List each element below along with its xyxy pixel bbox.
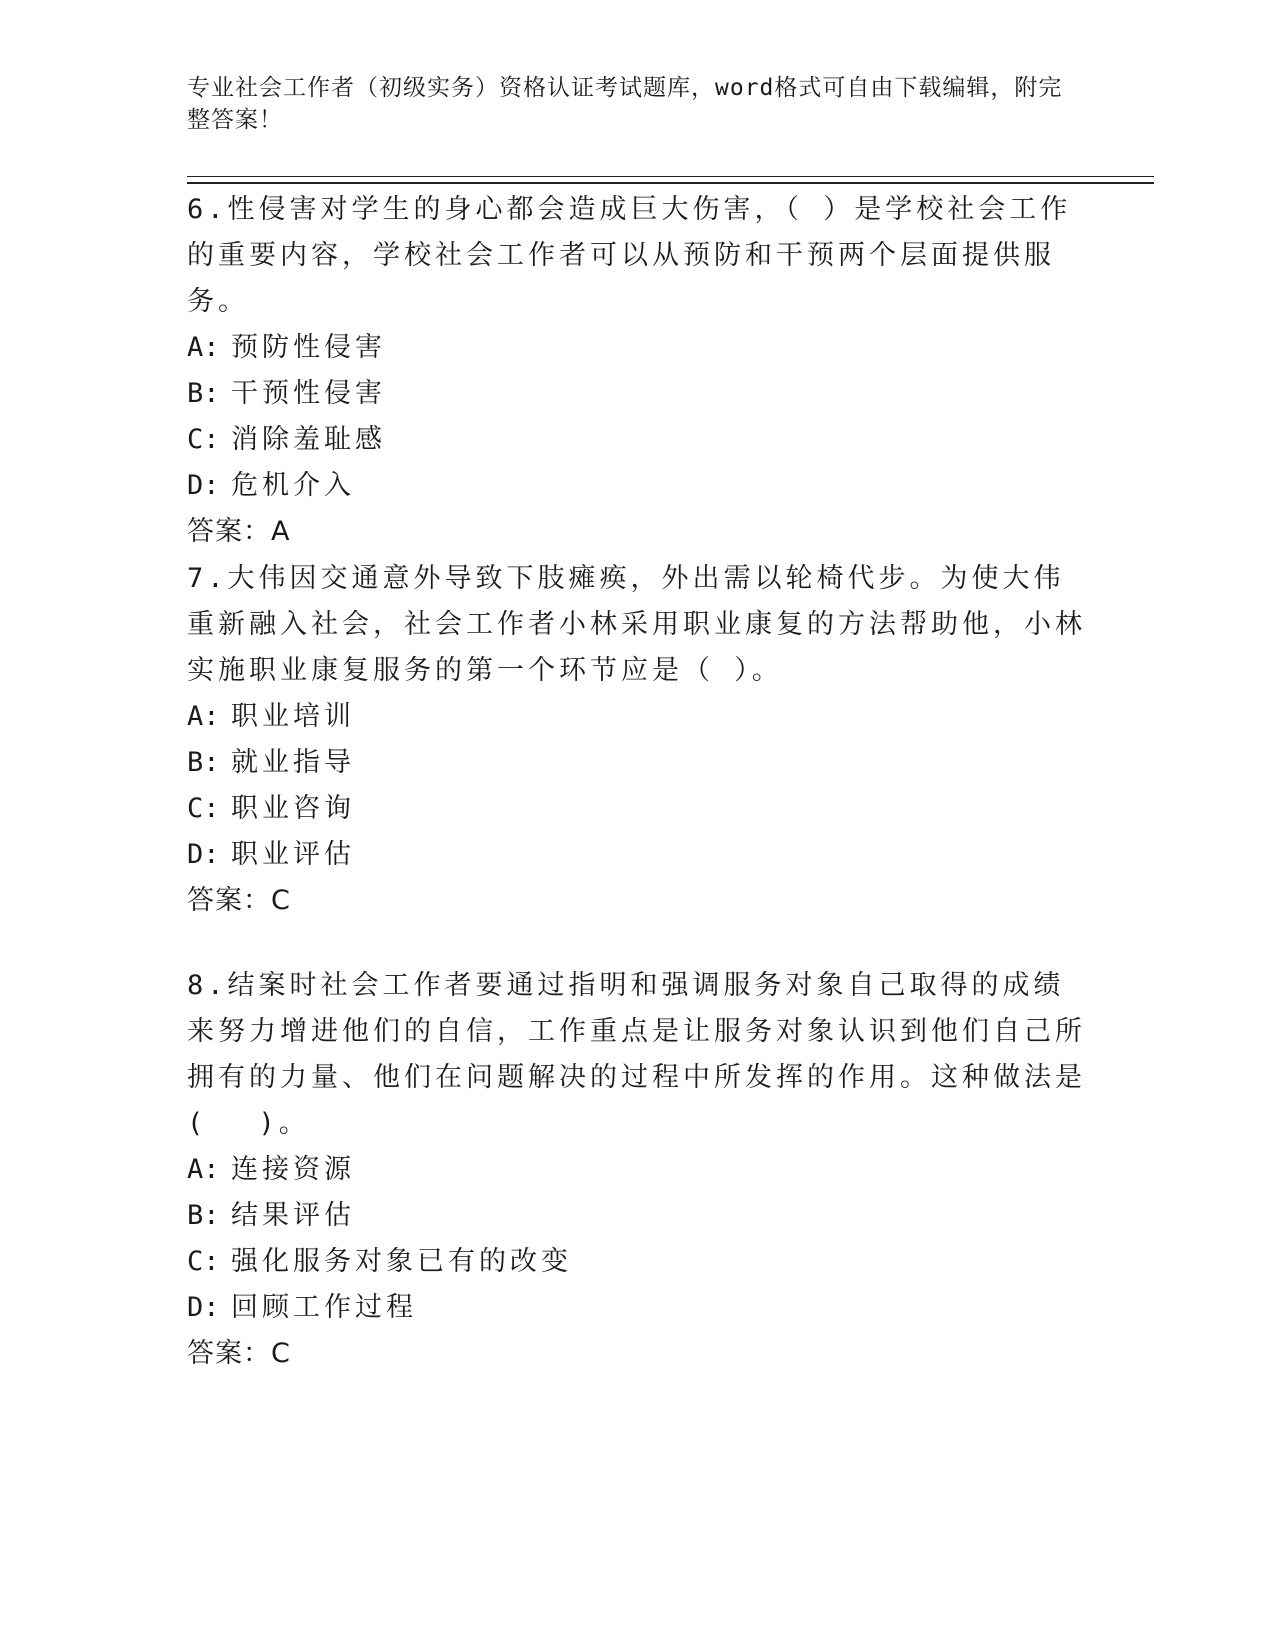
header-divider-thin bbox=[187, 176, 1154, 177]
option-letter: D: bbox=[187, 1292, 220, 1323]
option-text: 连接资源 bbox=[231, 1154, 355, 1185]
option-c bbox=[187, 417, 1087, 463]
header-text: 专业社会工作者（初级实务）资格认证考试题库，word格式可自由下载编辑，附完整答案！ bbox=[187, 75, 1063, 133]
option-letter: D: bbox=[187, 839, 220, 870]
option-text: 干预性侵害 bbox=[231, 378, 386, 409]
option-c bbox=[187, 1239, 1087, 1285]
option-list bbox=[187, 694, 1087, 878]
option-letter: C: bbox=[187, 1246, 220, 1277]
option-letter: C: bbox=[187, 424, 220, 455]
option-a bbox=[187, 694, 1087, 740]
header-divider-thick bbox=[187, 182, 1154, 184]
question-7 bbox=[187, 556, 1087, 924]
option-text: 回顾工作过程 bbox=[231, 1292, 417, 1323]
option-b bbox=[187, 740, 1087, 786]
option-b bbox=[187, 1193, 1087, 1239]
question-6 bbox=[187, 187, 1087, 555]
option-d bbox=[187, 463, 1087, 509]
option-letter: D: bbox=[187, 470, 220, 501]
option-text: 结果评估 bbox=[231, 1200, 355, 1231]
option-d bbox=[187, 832, 1087, 878]
option-letter: C: bbox=[187, 793, 220, 824]
question-stem: 6.性侵害对学生的身心都会造成巨大伤害，（ ）是学校社会工作的重要内容，学校社会工作者可以从预防和干预两个层面提供服务。 bbox=[187, 194, 1072, 317]
option-letter: B: bbox=[187, 747, 220, 778]
option-text: 职业评估 bbox=[231, 839, 355, 870]
option-c bbox=[187, 786, 1087, 832]
option-text: 预防性侵害 bbox=[231, 332, 386, 363]
page-header bbox=[187, 72, 1067, 136]
option-b bbox=[187, 371, 1087, 417]
question-stem: 7.大伟因交通意外导致下肢瘫痪，外出需以轮椅代步。为使大伟重新融入社会，社会工作者小林采用职业康复的方法帮助他，小林实施职业康复服务的第一个环节应是（ ）。 bbox=[187, 563, 1086, 686]
option-text: 职业培训 bbox=[231, 701, 355, 732]
option-text: 强化服务对象已有的改变 bbox=[231, 1246, 572, 1277]
answer-line: 答案：C bbox=[187, 885, 291, 916]
option-text: 危机介入 bbox=[231, 470, 355, 501]
option-text: 消除羞耻感 bbox=[231, 424, 386, 455]
question-8 bbox=[187, 963, 1087, 1377]
question-stem: 8.结案时社会工作者要通过指明和强调服务对象自己取得的成绩来努力增进他们的自信，工作重点是让服务对象认识到他们自己所拥有的力量、他们在问题解决的过程中所发挥的作用。这种做法是( )。 bbox=[187, 970, 1086, 1139]
option-list bbox=[187, 1147, 1087, 1331]
option-text: 就业指导 bbox=[231, 747, 355, 778]
answer-line: 答案：C bbox=[187, 1338, 291, 1369]
option-text: 职业咨询 bbox=[231, 793, 355, 824]
option-letter: A: bbox=[187, 1154, 220, 1185]
answer-line: 答案：A bbox=[187, 516, 291, 547]
option-letter: B: bbox=[187, 1200, 220, 1231]
option-a bbox=[187, 325, 1087, 371]
option-letter: A: bbox=[187, 332, 220, 363]
option-list bbox=[187, 325, 1087, 509]
option-letter: B: bbox=[187, 378, 220, 409]
option-letter: A: bbox=[187, 701, 220, 732]
option-d bbox=[187, 1285, 1087, 1331]
option-a bbox=[187, 1147, 1087, 1193]
